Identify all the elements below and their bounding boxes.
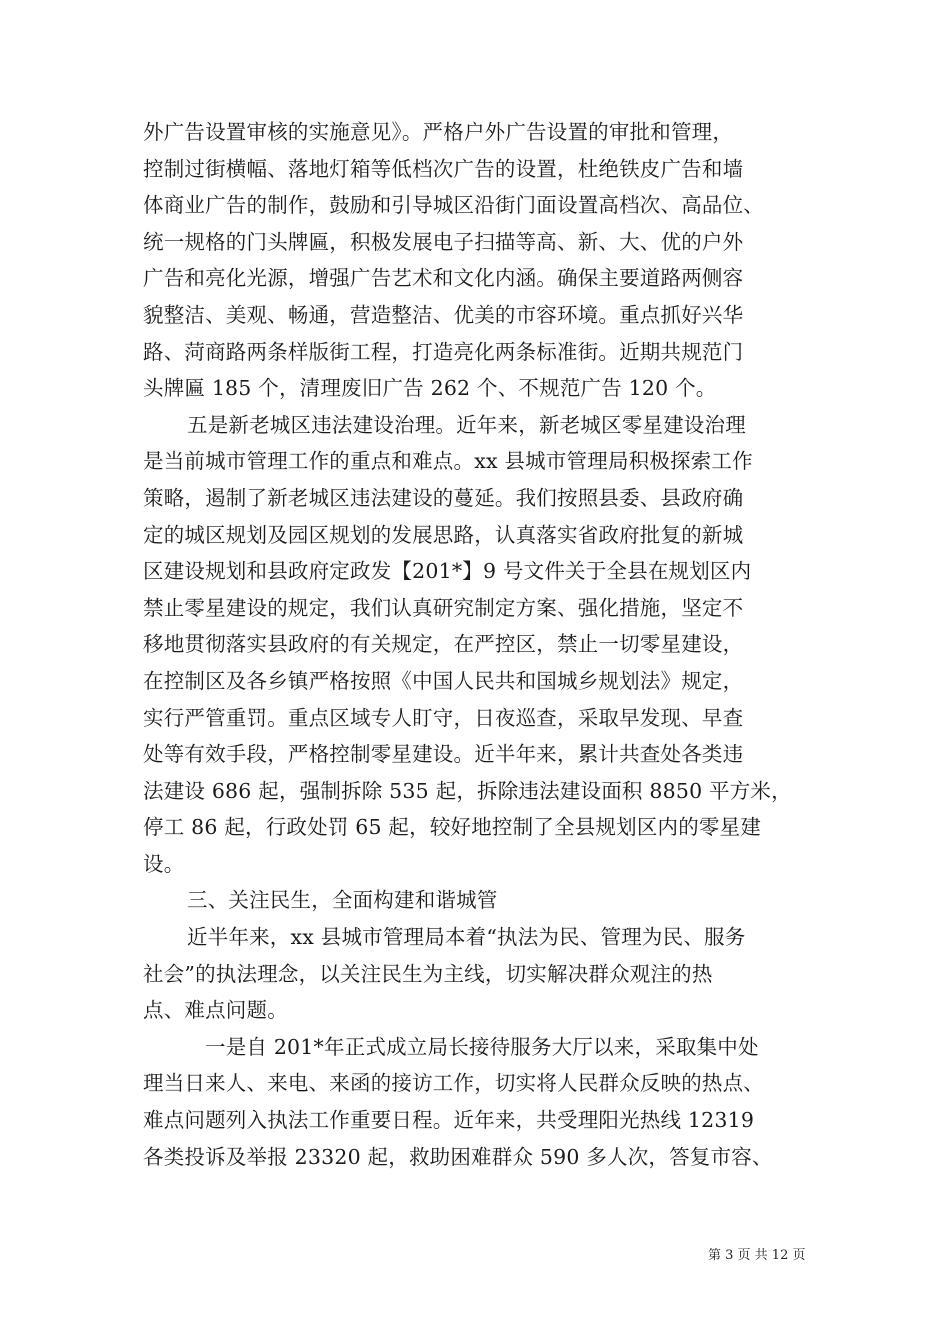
body-text (143, 114, 833, 1175)
text-line: 控制过街横幅、落地灯箱等低档次广告的设置，杜绝铁皮广告和墙 (143, 156, 744, 181)
text-line: 头牌匾 185 个，清理废旧广告 262 个、不规范广告 120 个。 (143, 376, 717, 401)
text-line: 体商业广告的制作，鼓励和引导城区沿街门面设置高档次、高品位、 (143, 193, 764, 218)
text-line: 路、菏商路两条样版街工程，打造亮化两条标准街。近期共规范门 (143, 339, 744, 364)
page-number-footer: 第 3 页 共 12 页 (708, 1248, 806, 1263)
text-line: 禁止零星建设的规定，我们认真研究制定方案、强化措施，坚定不 (143, 595, 744, 620)
text-line: 社会”的执法理念，以关注民生为主线，切实解决群众观注的热 (143, 961, 713, 986)
text-line: 外广告设置审核的实施意见》。严格户外广告设置的审批和管理， (143, 120, 734, 144)
text-line: 停工 86 起，行政处罚 65 起，较好地控制了全县规划区内的零星建 (143, 815, 762, 840)
text-line: 实行严管重罚。重点区域专人盯守，日夜巡查，采取早发现、早查 (143, 705, 744, 730)
text-line: 统一规格的门头牌匾，积极发展电子扫描等高、新、大、优的户外 (143, 229, 744, 254)
text-line: 各类投诉及举报 23320 起，救助困难群众 590 多人次，答复市容、 (143, 1144, 773, 1169)
text-line: 是当前城市管理工作的重点和难点。xx 县城市管理局积极探索工作 (143, 449, 753, 474)
text-line: 广告和亮化光源，增强广告艺术和文化内涵。确保主要道路两侧容 (143, 266, 744, 291)
section-heading: 三、关注民生，全面构建和谐城管 (187, 888, 498, 913)
text-line: 区建设规划和县政府定政发【201*】9 号文件关于全县在规划区内 (143, 559, 752, 584)
text-line: 理当日来人、来电、来函的接访工作，切实将人民群众反映的热点、 (143, 1071, 764, 1096)
text-line: 点、难点问题。 (143, 998, 288, 1023)
text-line: 设。 (143, 851, 185, 876)
text-line: 移地贯彻落实县政府的有关规定，在严控区，禁止一切零星建设， (143, 632, 744, 657)
text-line: 法建设 686 起，强制拆除 535 起，拆除违法建设面积 8850 平方米， (143, 778, 792, 803)
text-line: 策略，遏制了新老城区违法建设的蔓延。我们按照县委、县政府确 (143, 485, 744, 510)
paragraph-start-line: 五是新老城区违法建设治理。近年来，新老城区零星建设治理 (187, 412, 746, 437)
paragraph-start-line: 近半年来，xx 县城市管理局本着“执法为民、管理为民、服务 (187, 925, 746, 950)
text-line: 定的城区规划及园区规划的发展思路，认真落实省政府批复的新城 (143, 522, 744, 547)
text-line: 在控制区及各乡镇严格按照《中国人民共和国城乡规划法》规定， (143, 668, 744, 693)
text-line: 难点问题列入执法工作重要日程。近年来，共受理阳光热线 12319 (143, 1108, 755, 1133)
text-line: 貌整洁、美观、畅通，营造整洁、优美的市容环境。重点抓好兴华 (143, 302, 744, 327)
text-line: 处等有效手段，严格控制零星建设。近半年来，累计共查处各类违 (143, 742, 744, 767)
paragraph-start-line: 一是自 201*年正式成立局长接待服务大厅以来，采取集中处 (205, 1034, 759, 1059)
